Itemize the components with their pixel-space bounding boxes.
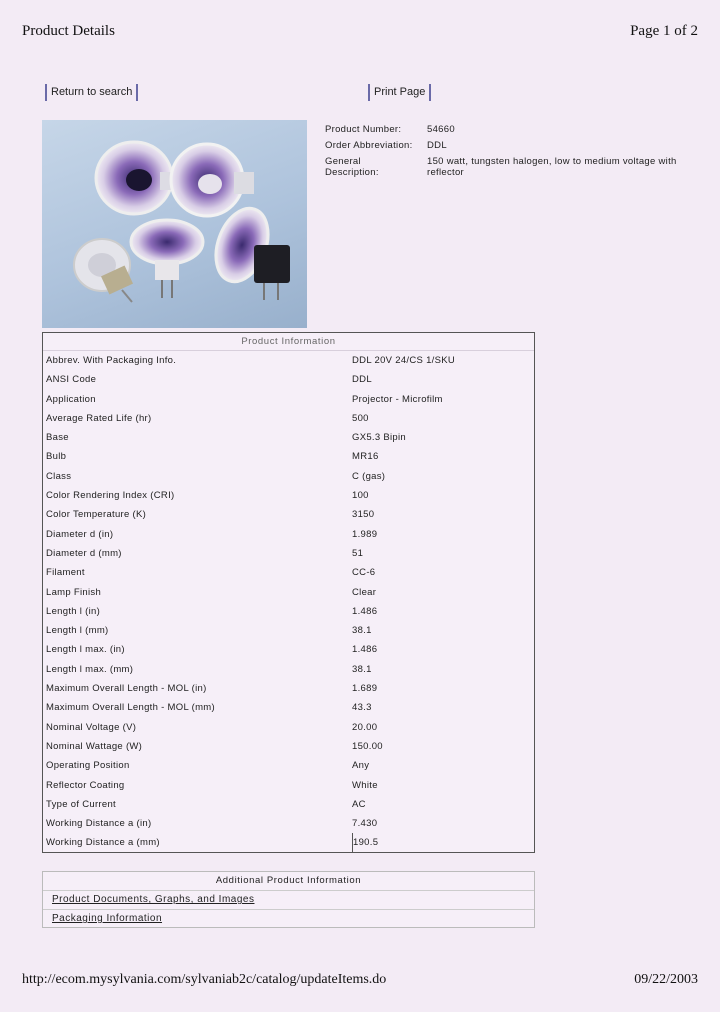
spec-value: CC-6 — [352, 567, 376, 579]
general-label-line2: Description: — [325, 167, 379, 178]
spec-row — [43, 718, 534, 737]
spec-value: 100 — [352, 490, 369, 502]
spec-row — [43, 756, 534, 775]
spec-label: Color Rendering Index (CRI) — [46, 490, 175, 502]
spec-label: Average Rated Life (hr) — [46, 412, 152, 424]
general-description-value: 150 watt, tungsten halogen, low to medium voltage with reflector — [427, 156, 677, 178]
spec-row — [43, 679, 534, 698]
spec-value: 150.00 — [352, 740, 383, 752]
page-title: Product Details — [22, 23, 115, 39]
lamps-image — [42, 120, 307, 328]
spec-label: Color Temperature (K) — [46, 509, 147, 521]
spec-label: Class — [46, 470, 72, 482]
spec-label: Diameter d (mm) — [46, 547, 122, 559]
spec-label: Operating Position — [46, 760, 130, 772]
spec-label: Reflector Coating — [46, 779, 125, 791]
spec-value: 500 — [352, 412, 369, 424]
footer-date: 09/22/2003 — [634, 972, 698, 987]
spec-row — [43, 563, 534, 582]
spec-value: 1.689 — [352, 683, 378, 695]
spec-row — [43, 737, 534, 756]
spec-row — [43, 370, 534, 389]
spec-value: 20.00 — [352, 721, 378, 733]
spec-label: Filament — [46, 567, 85, 579]
return-to-search-button[interactable]: Return to search — [45, 84, 138, 101]
spec-value: 38.1 — [352, 663, 372, 675]
spec-value: 38.1 — [352, 625, 372, 637]
product-information-table — [42, 332, 535, 853]
spec-value: 190.5 — [353, 837, 379, 849]
spec-row — [43, 428, 534, 447]
footer-url: http://ecom.mysylvania.com/sylvaniab2c/catalog/updateItems.do — [22, 972, 387, 987]
product-summary — [325, 124, 692, 183]
spec-value: AC — [352, 798, 366, 810]
spec-value: 1.486 — [352, 605, 378, 617]
spec-row — [43, 525, 534, 544]
spec-label: ANSI Code — [46, 374, 97, 386]
order-abbreviation-label: Order Abbreviation: — [325, 140, 413, 151]
spec-value: GX5.3 Bipin — [352, 432, 406, 444]
spec-row — [43, 486, 534, 505]
product-information-title: Product Information — [43, 333, 534, 351]
product-number-label: Product Number: — [325, 124, 402, 135]
spec-label: Maximum Overall Length - MOL (in) — [46, 683, 207, 695]
spec-value: Any — [352, 760, 370, 772]
product-information-rows — [43, 351, 534, 853]
spec-value: 3150 — [352, 509, 375, 521]
spec-label: Diameter d (in) — [46, 528, 114, 540]
spec-label: Application — [46, 393, 96, 405]
spec-row — [43, 621, 534, 640]
spec-value: Projector - Microfilm — [352, 393, 443, 405]
spec-label: Maximum Overall Length - MOL (mm) — [46, 702, 215, 714]
spec-value: MR16 — [352, 451, 379, 463]
product-number-value: 54660 — [427, 124, 455, 135]
spec-row — [43, 698, 534, 717]
general-label-line1: General — [325, 156, 361, 167]
spec-row — [43, 776, 534, 795]
packaging-information-link[interactable]: Packaging Information — [52, 913, 163, 924]
print-page-button[interactable]: Print Page — [368, 84, 431, 101]
spec-row — [43, 505, 534, 524]
spec-row — [43, 447, 534, 466]
spec-value: 1.486 — [352, 644, 378, 656]
spec-value: 43.3 — [352, 702, 372, 714]
spec-value: DDL 20V 24/CS 1/SKU — [352, 355, 456, 366]
spec-row — [43, 544, 534, 563]
general-description-label — [325, 156, 427, 178]
product-photo — [42, 120, 307, 328]
spec-row — [43, 640, 534, 659]
spec-row — [43, 467, 534, 486]
product-documents-link[interactable]: Product Documents, Graphs, and Images — [43, 891, 534, 910]
spec-label: Nominal Wattage (W) — [46, 740, 143, 752]
spec-label: Base — [46, 432, 69, 444]
spec-label: Lamp Finish — [46, 586, 102, 598]
order-abbreviation-value: DDL — [427, 140, 447, 151]
additional-product-information — [42, 871, 535, 928]
spec-row — [43, 409, 534, 428]
spec-row — [43, 602, 534, 621]
page-number: Page 1 of 2 — [630, 23, 698, 39]
spec-value: C (gas) — [352, 470, 386, 482]
spec-value: 1.989 — [352, 528, 378, 540]
spec-row — [43, 814, 534, 833]
spec-label: Bulb — [46, 451, 67, 463]
spec-value: DDL — [352, 374, 372, 386]
spec-row — [43, 583, 534, 602]
spec-row — [43, 833, 534, 852]
spec-value: 51 — [352, 547, 364, 559]
spec-row — [43, 351, 534, 370]
spec-value: White — [352, 779, 378, 791]
spec-row — [43, 660, 534, 679]
spec-label: Type of Current — [46, 798, 116, 810]
spec-label: Length l max. (in) — [46, 644, 125, 656]
spec-row — [43, 390, 534, 409]
spec-label: Length l max. (mm) — [46, 663, 134, 675]
spec-label: Working Distance a (in) — [46, 818, 152, 830]
spec-value: Clear — [352, 586, 377, 598]
spec-label: Length l (mm) — [46, 625, 109, 637]
spec-value: 7.430 — [352, 818, 378, 830]
spec-row — [43, 795, 534, 814]
spec-label: Abbrev. With Packaging Info. — [46, 355, 177, 366]
spec-label: Working Distance a (mm) — [43, 833, 353, 852]
spec-label: Nominal Voltage (V) — [46, 721, 137, 733]
spec-label: Length l (in) — [46, 605, 101, 617]
additional-info-title: Additional Product Information — [43, 872, 534, 891]
